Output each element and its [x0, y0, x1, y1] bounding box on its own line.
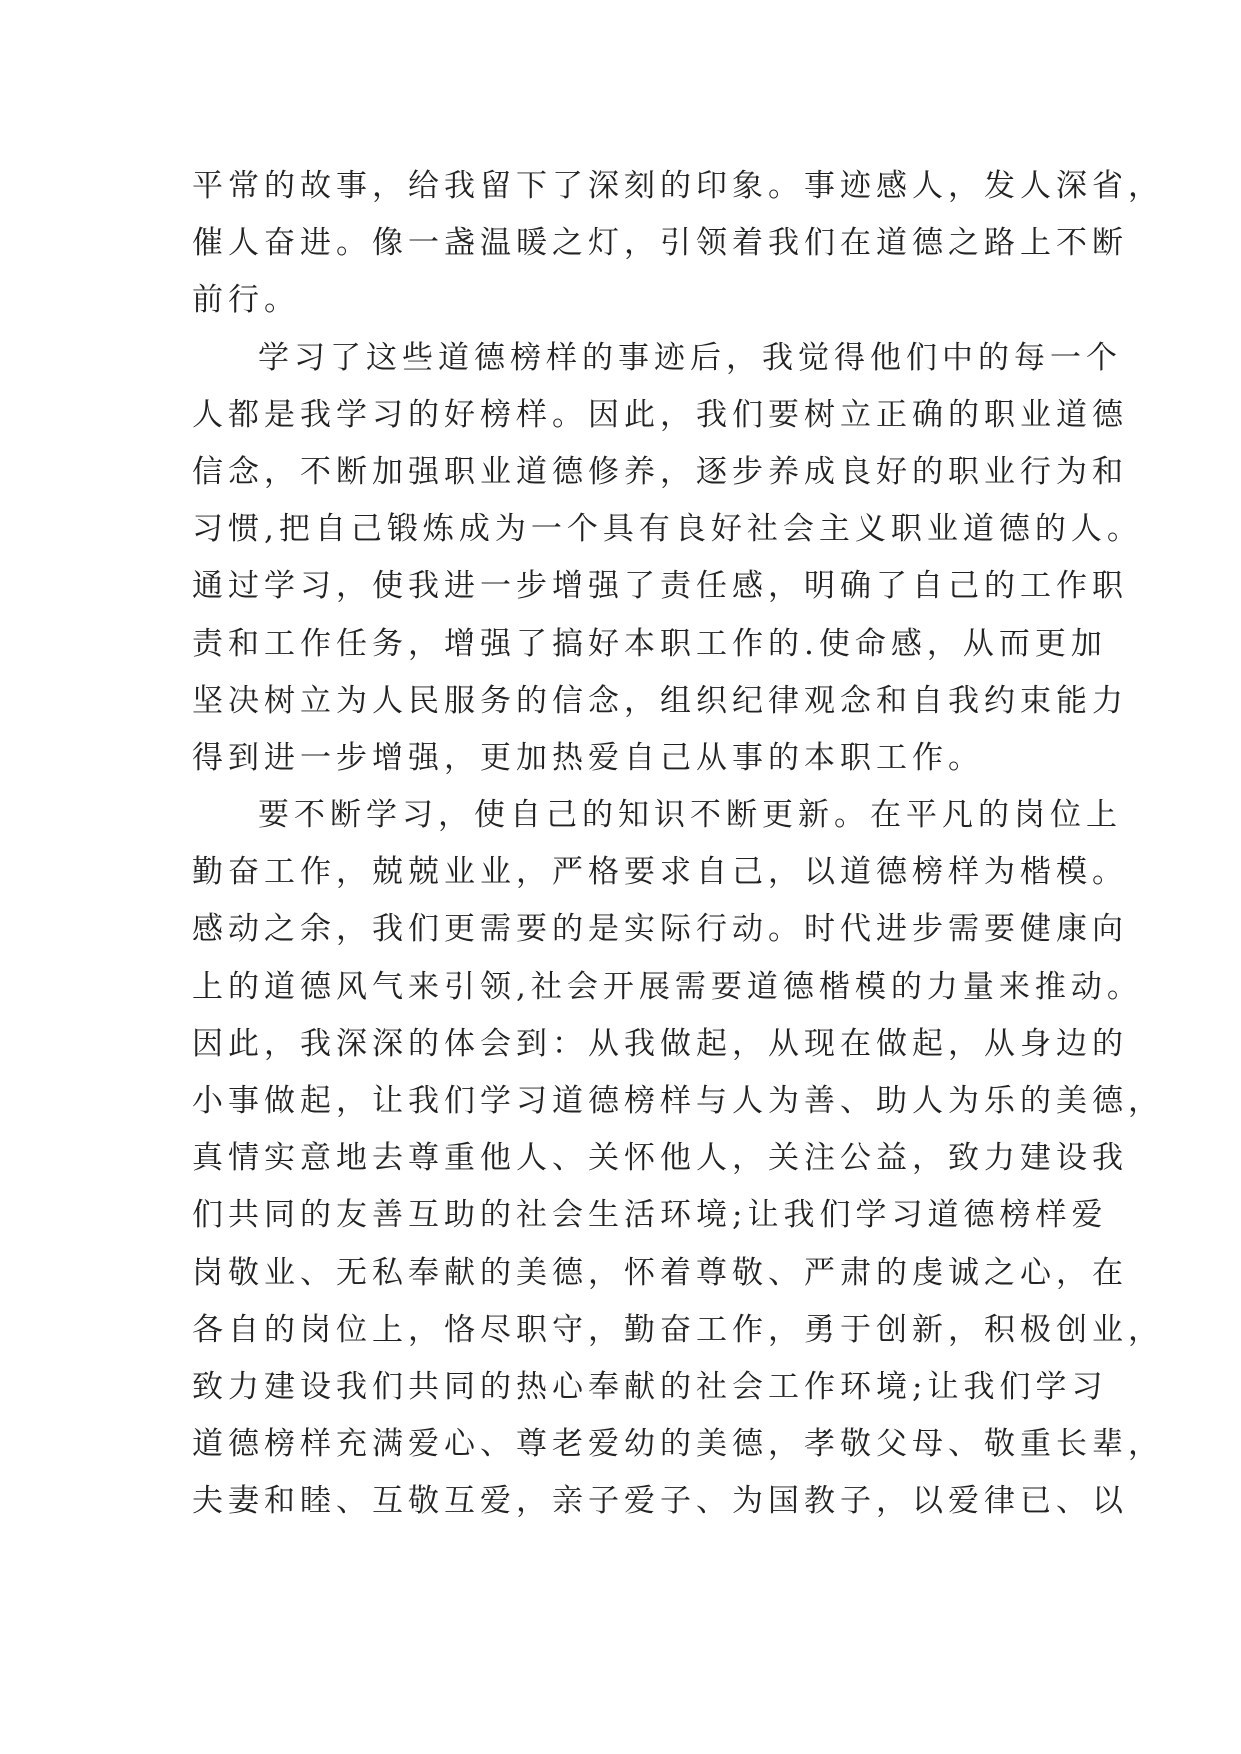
text-line: 坚决树立为人民服务的信念，组织纪律观念和自我约束能力: [192, 682, 1128, 719]
text-line: 通过学习，使我进一步增强了责任感，明确了自己的工作职: [192, 568, 1128, 605]
text-line: 感动之余，我们更需要的是实际行动。时代进步需要健康向: [192, 911, 1128, 948]
text-line: 平常的故事，给我留下了深刻的印象。事迹感人，发人深省，: [192, 168, 1164, 204]
text-line: 因此，我深深的体会到：从我做起，从现在做起，从身边的: [192, 1025, 1128, 1062]
paragraph-first-line: 学习了这些道德榜样的事迹后，我觉得他们中的每一个: [258, 339, 1122, 376]
text-line: 勤奋工作，兢兢业业，严格要求自己，以道德榜样为楷模。: [192, 854, 1128, 891]
text-line: 致力建设我们共同的热心奉献的社会工作环境;让我们学习: [192, 1368, 1108, 1405]
text-line: 得到进一步增强，更加热爱自己从事的本职工作。: [192, 739, 984, 776]
text-line: 各自的岗位上，恪尽职守，勤奋工作，勇于创新，积极创业，: [192, 1311, 1164, 1348]
text-line: 前行。: [192, 282, 300, 319]
text-line: 们共同的友善互助的社会生活环境;让我们学习道德榜样爱: [192, 1197, 1108, 1234]
text-line: 习惯,把自己锻炼成为一个具有良好社会主义职业道德的人。: [192, 511, 1143, 548]
paragraph-first-line: 要不断学习，使自己的知识不断更新。在平凡的岗位上: [258, 797, 1122, 834]
text-line: 信念，不断加强职业道德修养，逐步养成良好的职业行为和: [192, 453, 1128, 490]
text-line: 道德榜样充满爱心、尊老爱幼的美德，孝敬父母、敬重长辈，: [192, 1426, 1164, 1463]
text-line: 人都是我学习的好榜样。因此，我们要树立正确的职业道德: [192, 396, 1128, 433]
text-line: 真情实意地去尊重他人、关怀他人，关注公益，致力建设我: [192, 1140, 1128, 1177]
text-line: 责和工作任务，增强了搞好本职工作的.使命感，从而更加: [192, 625, 1107, 662]
text-line: 岗敬业、无私奉献的美德，怀着尊敬、严肃的虔诚之心，在: [192, 1254, 1128, 1291]
text-line: 夫妻和睦、互敬互爱，亲子爱子、为国教子，以爱律已、以: [192, 1483, 1128, 1520]
text-line: 小事做起，让我们学习道德榜样与人为善、助人为乐的美德，: [192, 1083, 1164, 1119]
text-line: 上的道德风气来引领,社会开展需要道德楷模的力量来推动。: [192, 968, 1143, 1005]
body-text: [192, 158, 1164, 1531]
text-line: 催人奋进。像一盏温暖之灯，引领着我们在道德之路上不断: [192, 225, 1128, 262]
